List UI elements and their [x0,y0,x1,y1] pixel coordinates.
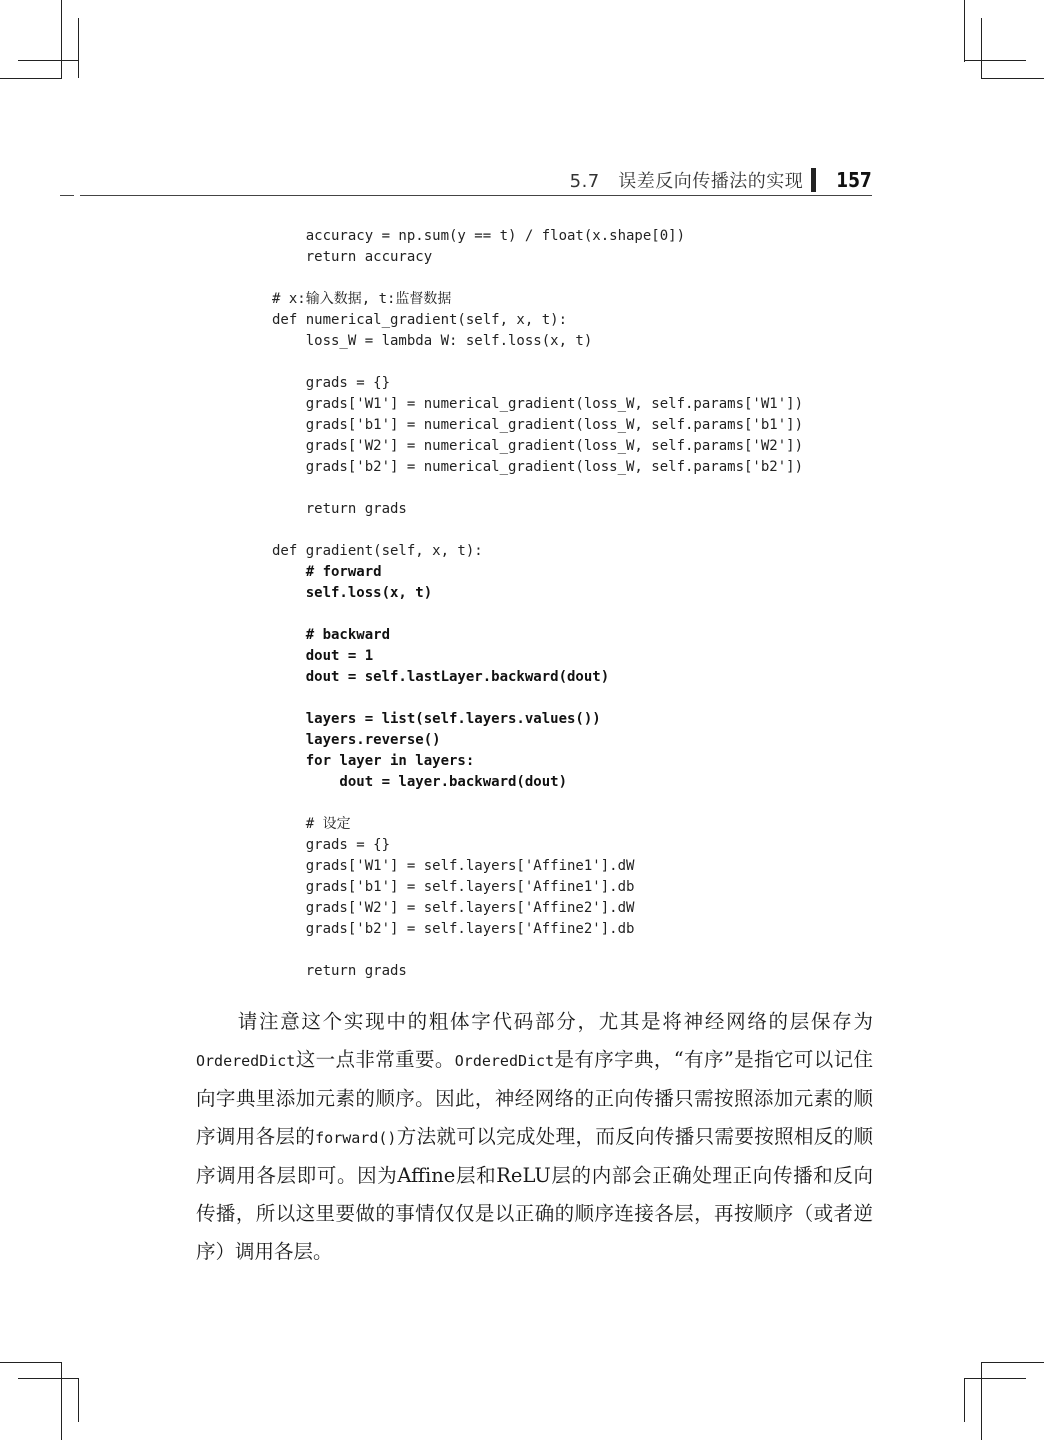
code-listing [272,226,803,982]
code-line: # 设定 [272,816,351,832]
code-line-bold: dout = layer.backward(dout) [272,774,568,790]
paragraph-text: 是有序字典，“有序”是指它可以记住向字典里添加元素的顺序。因此，神经网络的正向传播只需按照添加元素的顺序调用各层的 [196,1047,873,1148]
code-line [272,940,803,961]
code-line: accuracy = np.sum(y == t) / float(x.shape[0]) [272,228,686,244]
code-line-bold: self.loss(x, t) [272,585,433,601]
code-line: return grads [272,501,407,517]
code-line: # x:输入数据, t:监督数据 [272,291,452,307]
paragraph-text: 请注意这个实现中的粗体字代码部分，尤其是将神经网络的层保存为 [236,1010,873,1033]
code-line-bold: layers = list(self.layers.values()) [272,711,601,727]
code-line [272,478,803,499]
code-line: def numerical_gradient(self, x, t): [272,312,568,328]
inline-code: OrderedDict [196,1051,296,1070]
header-rule-stub [60,195,74,196]
code-line-bold: # forward [272,564,382,580]
crop-mark [0,78,62,79]
crop-mark [78,18,79,78]
code-line [272,268,803,289]
code-line: grads['W1'] = numerical_gradient(loss_W, self.params['W1']) [272,396,804,412]
header-rule [80,195,872,196]
code-line: grads['W1'] = self.layers['Affine1'].dW [272,858,635,874]
code-line: grads['b1'] = self.layers['Affine1'].db [272,879,635,895]
crop-mark [61,0,62,78]
code-line-bold: layers.reverse() [272,732,441,748]
page-number: 157 [836,168,872,192]
code-line-bold: dout = 1 [272,648,374,664]
code-line: grads = {} [272,375,391,391]
header-divider-bar [811,168,816,192]
code-line: return grads [272,963,407,979]
inline-code: OrderedDict [454,1051,555,1070]
crop-mark [61,1362,62,1440]
crop-mark [981,1362,982,1440]
body-paragraph [196,1003,873,1270]
code-line [272,352,803,373]
crop-mark [964,60,1026,61]
crop-mark [981,1362,1044,1363]
crop-mark [981,18,982,78]
inline-code: forward() [315,1128,397,1147]
code-line: grads['b2'] = numerical_gradient(loss_W, self.params['b2']) [272,459,804,475]
code-line: def gradient(self, x, t): [272,543,483,559]
crop-mark [18,60,78,61]
code-line [272,604,803,625]
running-header [570,165,872,195]
code-line: grads = {} [272,837,391,853]
code-line [272,793,803,814]
code-line: grads['b1'] = numerical_gradient(loss_W, self.params['b1']) [272,417,804,433]
code-line: grads['W2'] = self.layers['Affine2'].dW [272,900,635,916]
code-line [272,520,803,541]
crop-mark [18,1378,78,1379]
code-line-bold: dout = self.lastLayer.backward(dout) [272,669,610,685]
paragraph-text: 方法就可以完成处理，而反向传播只需要按照相反的顺序调用各层即可。因为Affine层和ReLU层的内部会正确处理正向传播和反向传播，所以这里要做的事情仅仅是以正确的顺序连接各层，再按顺序（或者逆序）调用各层。 [196,1124,873,1263]
paragraph-text: 这一点非常重要。 [295,1047,455,1071]
crop-mark [964,1378,965,1422]
code-line-bold: # backward [272,627,391,643]
crop-mark [78,1378,79,1422]
crop-mark [0,1362,62,1363]
crop-mark [964,0,965,62]
code-line-bold: for layer in layers: [272,753,475,769]
code-line: grads['W2'] = numerical_gradient(loss_W, self.params['W2']) [272,438,804,454]
crop-mark [981,78,1044,79]
section-title: 5.7 误差反向传播法的实现 [569,171,804,192]
code-line: return accuracy [272,249,433,265]
code-line [272,688,803,709]
code-line: loss_W = lambda W: self.loss(x, t) [272,333,593,349]
code-line: grads['b2'] = self.layers['Affine2'].db [272,921,635,937]
crop-mark [964,1378,1026,1379]
